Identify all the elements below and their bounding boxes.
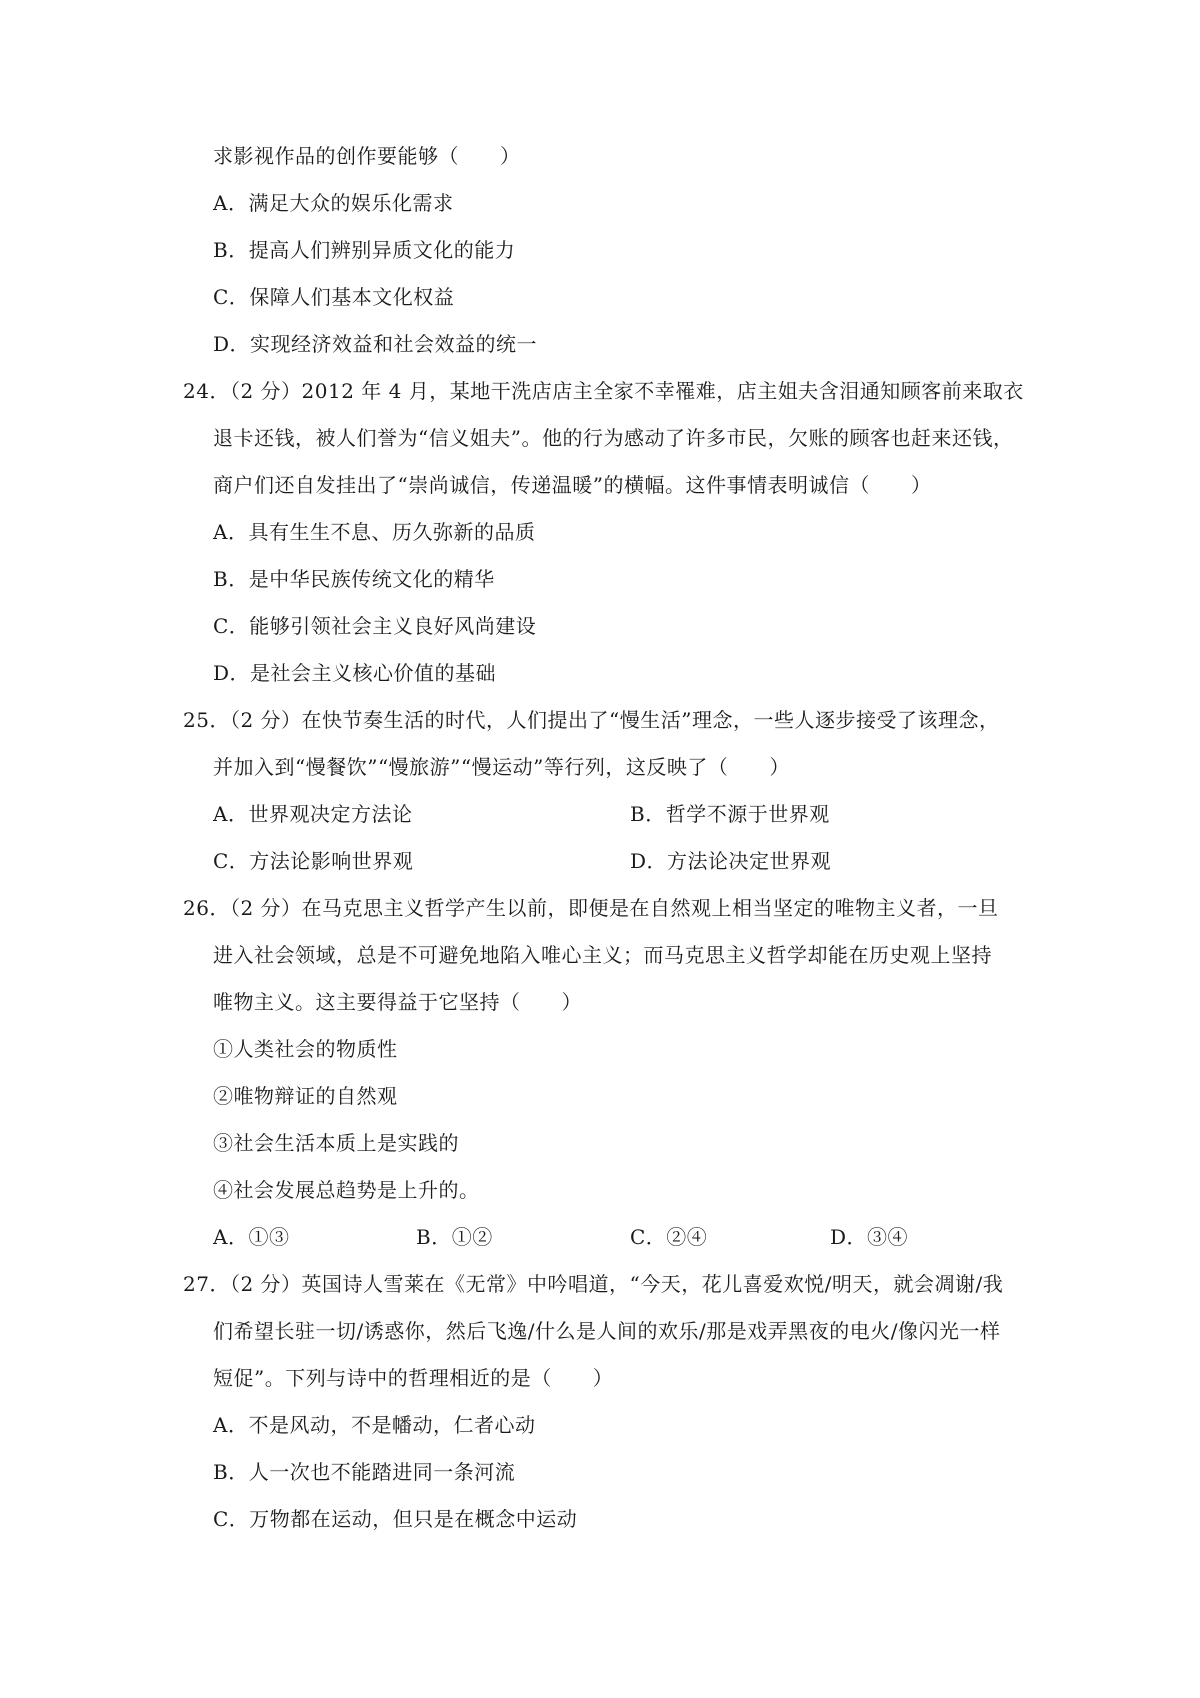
q27-stem-line-2: 们希望长驻一切/诱惑你，然后飞逸/什么是人间的欢乐/那是戏弄黑夜的电火/像闪光一样	[213, 1319, 1001, 1343]
q25-stem-line-2: 并加入到“慢餐饮”“慢旅游”“慢运动”等行列，这反映了（ ）	[213, 755, 790, 779]
q24-option-a: A．具有生生不息、历久弥新的品质	[213, 520, 536, 544]
q25-stem-line-1: 25．（2 分）在快节奏生活的时代，人们提出了“慢生活”理念，一些人逐步接受了该理念，	[183, 708, 1000, 732]
q26-stem-line-1: 26．（2 分）在马克思主义哲学产生以前，即便是在自然观上相当坚定的唯物主义者，一旦	[183, 896, 999, 920]
q26-stem-line-2: 进入社会领域，总是不可避免地陷入唯心主义；而马克思主义哲学却能在历史观上坚持	[213, 943, 992, 967]
q26-option-c: C．②④	[630, 1225, 708, 1249]
q26-statement-4: ④社会发展总趋势是上升的。	[213, 1178, 480, 1202]
q23-option-a: A．满足大众的娱乐化需求	[213, 191, 454, 215]
q26-statement-1: ①人类社会的物质性	[213, 1037, 398, 1061]
q26-option-a: A．①③	[213, 1225, 290, 1249]
q24-stem-line-1: 24．（2 分）2012 年 4 月，某地干洗店店主全家不幸罹难，店主姐夫含泪通知顾客前来取衣	[183, 379, 1024, 403]
q25-option-b: B．哲学不源于世界观	[630, 802, 830, 826]
q23-option-d: D．实现经济效益和社会效益的统一	[213, 332, 538, 356]
q24-option-b: B．是中华民族传统文化的精华	[213, 567, 495, 591]
q24-stem-line-3: 商户们还自发挂出了“崇尚诚信，传递温暖”的横幅。这件事情表明诚信（ ）	[213, 473, 932, 497]
q27-option-b: B．人一次也不能踏进同一条河流	[213, 1460, 516, 1484]
q24-option-c: C．能够引领社会主义良好风尚建设	[213, 614, 537, 638]
q23-option-c: C．保障人们基本文化权益	[213, 285, 455, 309]
q27-option-c: C．万物都在运动，但只是在概念中运动	[213, 1507, 578, 1531]
q25-option-d: D．方法论决定世界观	[630, 849, 832, 873]
q27-stem-line-3: 短促”。下列与诗中的哲理相近的是（ ）	[213, 1366, 614, 1390]
q26-option-b: B．①②	[416, 1225, 493, 1249]
q26-stem-line-3: 唯物主义。这主要得益于它坚持（ ）	[213, 990, 582, 1014]
q23-option-b: B．提高人们辨别异质文化的能力	[213, 238, 516, 262]
q26-statement-2: ②唯物辩证的自然观	[213, 1084, 398, 1108]
q26-option-d: D．③④	[830, 1225, 909, 1249]
q24-option-d: D．是社会主义核心价值的基础	[213, 661, 497, 685]
q27-stem-line-1: 27．（2 分）英国诗人雪莱在《无常》中吟唱道，“今天，花儿喜爱欢悦/明天，就会凋谢/我	[183, 1272, 1004, 1296]
q24-stem-line-2: 退卡还钱，被人们誉为“信义姐夫”。他的行为感动了许多市民，欠账的顾客也赶来还钱，	[213, 426, 1014, 450]
q25-option-c: C．方法论影响世界观	[213, 849, 414, 873]
q27-option-a: A．不是风动，不是幡动，仁者心动	[213, 1413, 536, 1437]
q23-stem-tail: 求影视作品的创作要能够（ ）	[213, 144, 521, 168]
q25-option-a: A．世界观决定方法论	[213, 802, 413, 826]
q26-statement-3: ③社会生活本质上是实践的	[213, 1131, 459, 1155]
